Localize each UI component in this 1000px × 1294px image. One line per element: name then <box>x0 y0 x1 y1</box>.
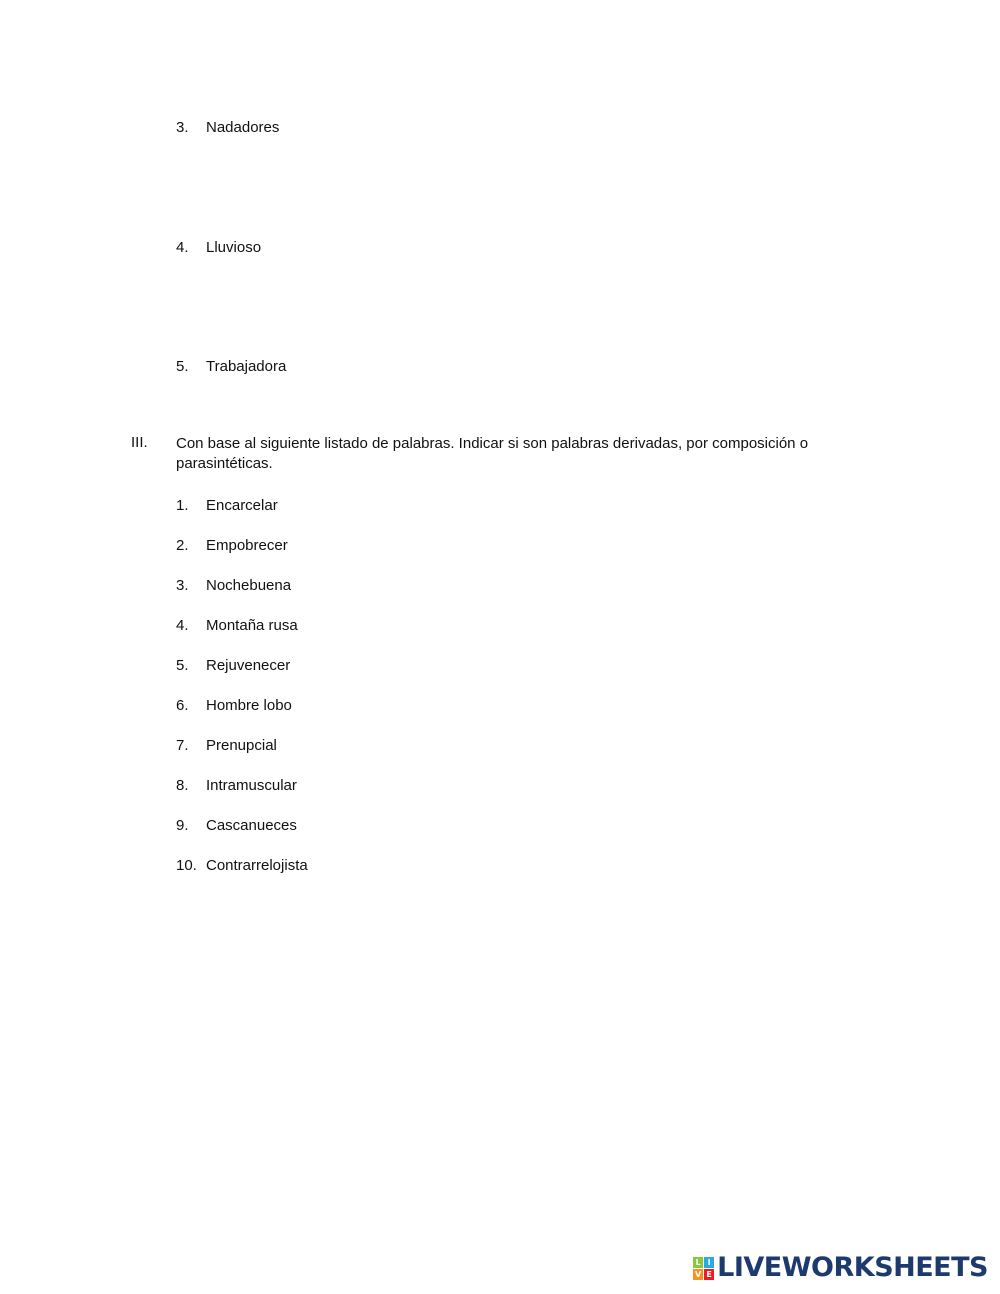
section-instruction: Con base al siguiente listado de palabras. Indicar si son palabras derivadas, por composición o parasintéticas. <box>176 435 809 472</box>
item-word: Encarcelar <box>206 497 278 514</box>
item-number: 10. <box>176 857 197 874</box>
item-number: 4. <box>176 239 189 256</box>
item-number: 3. <box>176 119 189 136</box>
item-word: Lluvioso <box>206 239 262 256</box>
logo-text: LIVEWORKSHEETS <box>717 1252 988 1283</box>
item-word: Cascanueces <box>206 817 297 834</box>
item-word: Contrarrelojista <box>206 857 308 874</box>
logo-letter-e: E <box>704 1269 714 1280</box>
item-number: 4. <box>176 617 189 634</box>
item-number: 9. <box>176 817 189 834</box>
logo-letter-i: I <box>704 1257 714 1268</box>
item-word: Intramuscular <box>206 777 297 794</box>
logo-letter-l: L <box>693 1257 703 1268</box>
liveworksheets-logo <box>693 1253 988 1283</box>
item-number: 6. <box>176 697 189 714</box>
item-number: 7. <box>176 737 189 754</box>
item-word: Empobrecer <box>206 537 288 554</box>
logo-letter-v: V <box>695 1269 702 1279</box>
item-word: Nochebuena <box>206 577 292 594</box>
item-word: Hombre lobo <box>206 697 292 714</box>
item-word: Montaña rusa <box>206 617 298 634</box>
item-word: Prenupcial <box>206 737 277 754</box>
item-number: 1. <box>176 497 189 514</box>
item-word: Nadadores <box>206 119 280 136</box>
item-number: 2. <box>176 537 189 554</box>
item-number: 5. <box>176 657 189 674</box>
item-number: 3. <box>176 577 189 594</box>
item-word: Rejuvenecer <box>206 657 291 674</box>
section-number: III. <box>131 434 148 451</box>
logo-icon <box>693 1257 714 1280</box>
item-word: Trabajadora <box>206 358 287 375</box>
item-number: 5. <box>176 358 189 375</box>
item-number: 8. <box>176 777 189 794</box>
